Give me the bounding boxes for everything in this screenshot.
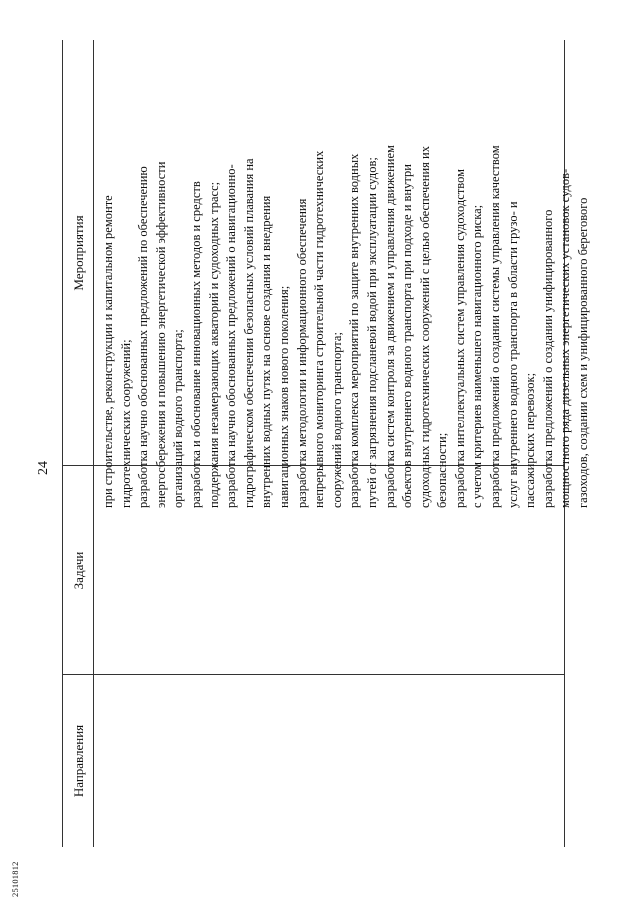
column-divider-1 bbox=[63, 674, 564, 675]
measures-cell-text: при строительстве, реконструкции и капитальном ремонте гидротехнических сооружений; разработка научно обоснованных предложений по обеспечению энергосбережения и повышению энергетической эффективности организаций водного транспорта; разработка и обоснование инновационных методов и средств поддержания незамерзающих акваторий и судоходных трасс; разработка научно обоснованных предложений о навигационно- гидрографическом обеспечении безопасных условий плавания на внутренних водных путях на основе создания и внедрения навигационных знаков нового поколения; разработка методологии и информационного обеспечения непрерывного мониторинга строительной части гидротехнических сооружений водного транспорта; разработка комплекса мероприятий по защите внутренних водных путей от загрязнения подсланевой водой при эксплуатации судов; разработка систем контроля за движением и управления движением объектов внутреннего водного транспорта при подходе и внутри судоходных гидротехнических сооружений с целью обеспечения их безопасности; разработка интеллектуальных систем управления судоходством с учетом критериев наименьшего навигационного риска; разработка предложений о создании системы управления качеством услуг внутреннего водного транспорта в области грузо- и пассажирских перевозок; разработка предложений о создании унифицированного мощностного ряда дизельных энергетических установок судов- газоходов, создании схем и унифицированного берегового bbox=[101, 145, 591, 508]
header-directions: Направления bbox=[71, 724, 86, 798]
header-tasks: Задачи bbox=[71, 551, 86, 590]
page-number: 24 bbox=[36, 461, 51, 475]
header-divider bbox=[93, 40, 94, 847]
document-code: 25101812 bbox=[10, 861, 20, 897]
header-measures: Мероприятия bbox=[71, 215, 86, 291]
